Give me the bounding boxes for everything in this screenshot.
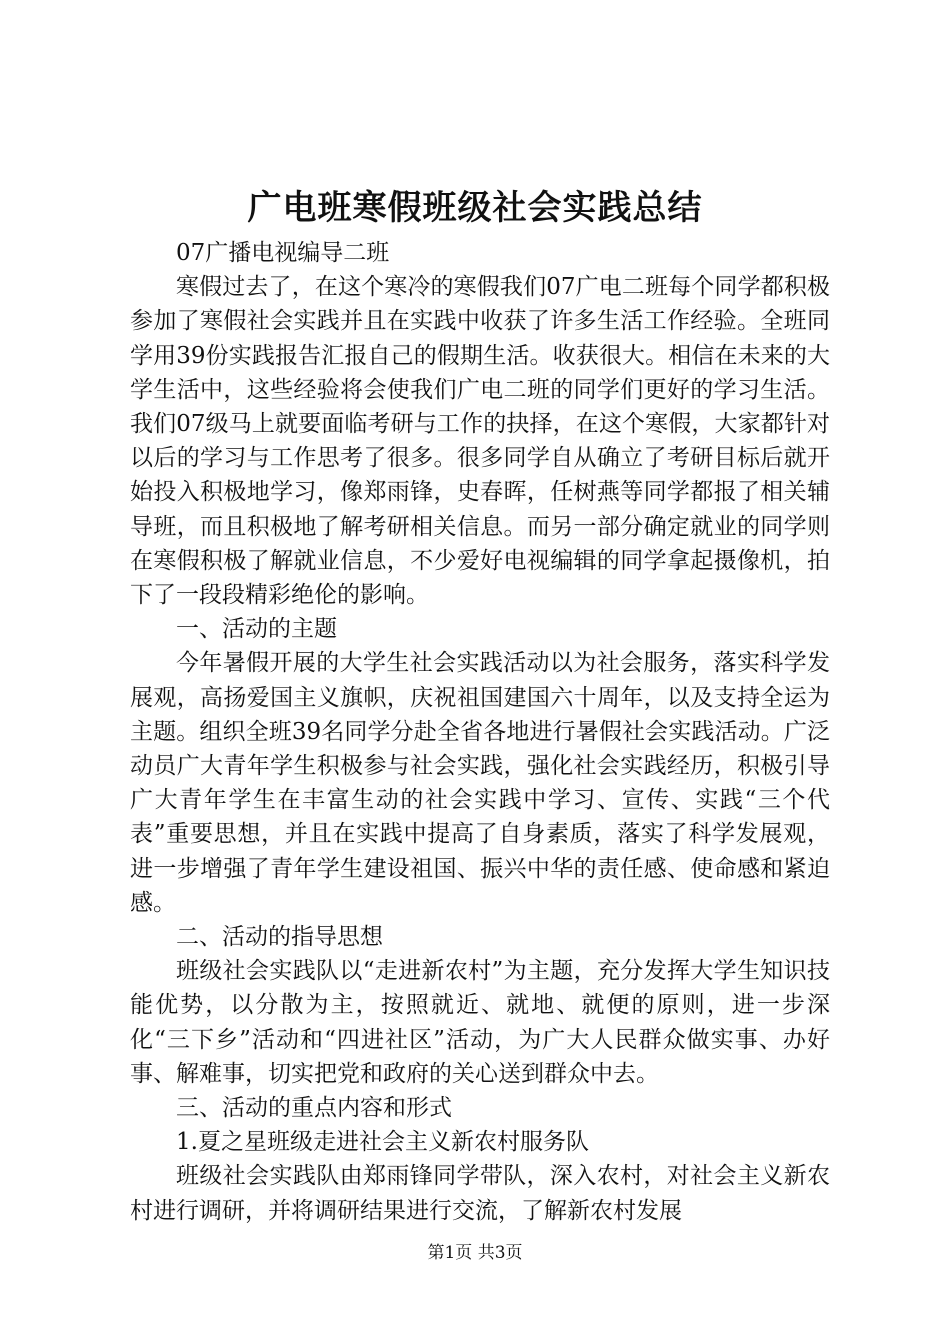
- document-title: 广电班寒假班级社会实践总结: [247, 188, 703, 228]
- page-number-footer: 第1页 共3页: [427, 1243, 523, 1263]
- guiding-idea-paragraph: 班级社会实践队以“走进新农村”为主题，充分发挥大学生知识技能优势，以分散为主，按照就近、就地、就便的原则，进一步深化“三下乡”活动和“四进社区”活动，为广大人民群众做实事、办好事、解难事，切实把党和政府的关心送到群众中去。: [130, 958, 830, 1087]
- section-heading-theme: 一、活动的主题: [176, 616, 337, 643]
- class-name-line: 07广播电视编导二班: [176, 240, 390, 266]
- service-team-paragraph: 班级社会实践队由郑雨锋同学带队，深入农村，对社会主义新农村进行调研，并将调研结果进行交流，了解新农村发展: [130, 1163, 830, 1224]
- section-heading-content-form: 三、活动的重点内容和形式: [176, 1095, 452, 1122]
- section-heading-guiding-idea: 二、活动的指导思想: [176, 924, 383, 951]
- subheading-service-team: 1.夏之星班级走进社会主义新农村服务队: [176, 1129, 589, 1156]
- document-body: [130, 236, 830, 1228]
- intro-paragraph: 寒假过去了，在这个寒冷的寒假我们07广电二班每个同学都积极参加了寒假社会实践并且在实践中收获了许多生活工作经验。全班同学用39份实践报告汇报自己的假期生活。收获很大。相信在未来的大学生活中，这些经验将会使我们广电二班的同学们更好的学习生活。我们07级马上就要面临考研与工作的抉择，在这个寒假，大家都针对以后的学习与工作思考了很多。很多同学自从确立了考研目标后就开始投入积极地学习，像郑雨锋，史春晖，任树燕等同学都报了相关辅导班，而且积极地了解考研相关信息。而另一部分确定就业的同学则在寒假积极了解就业信息，不少爱好电视编辑的同学拿起摄像机，拍下了一段段精彩绝伦的影响。: [130, 274, 830, 609]
- theme-paragraph: 今年暑假开展的大学生社会实践活动以为社会服务，落实科学发展观，高扬爱国主义旗帜，庆祝祖国建国六十周年，以及支持全运为主题。组织全班39名同学分赴全省各地进行暑假社会实践活动。广泛动员广大青年学生积极参与社会实践，强化社会实践经历，积极引导广大青年学生在丰富生动的社会实践中学习、宣传、实践“三个代表”重要思想，并且在实践中提高了自身素质，落实了科学发展观，进一步增强了青年学生建设祖国、振兴中华的责任感、使命感和紧迫感。: [130, 650, 830, 916]
